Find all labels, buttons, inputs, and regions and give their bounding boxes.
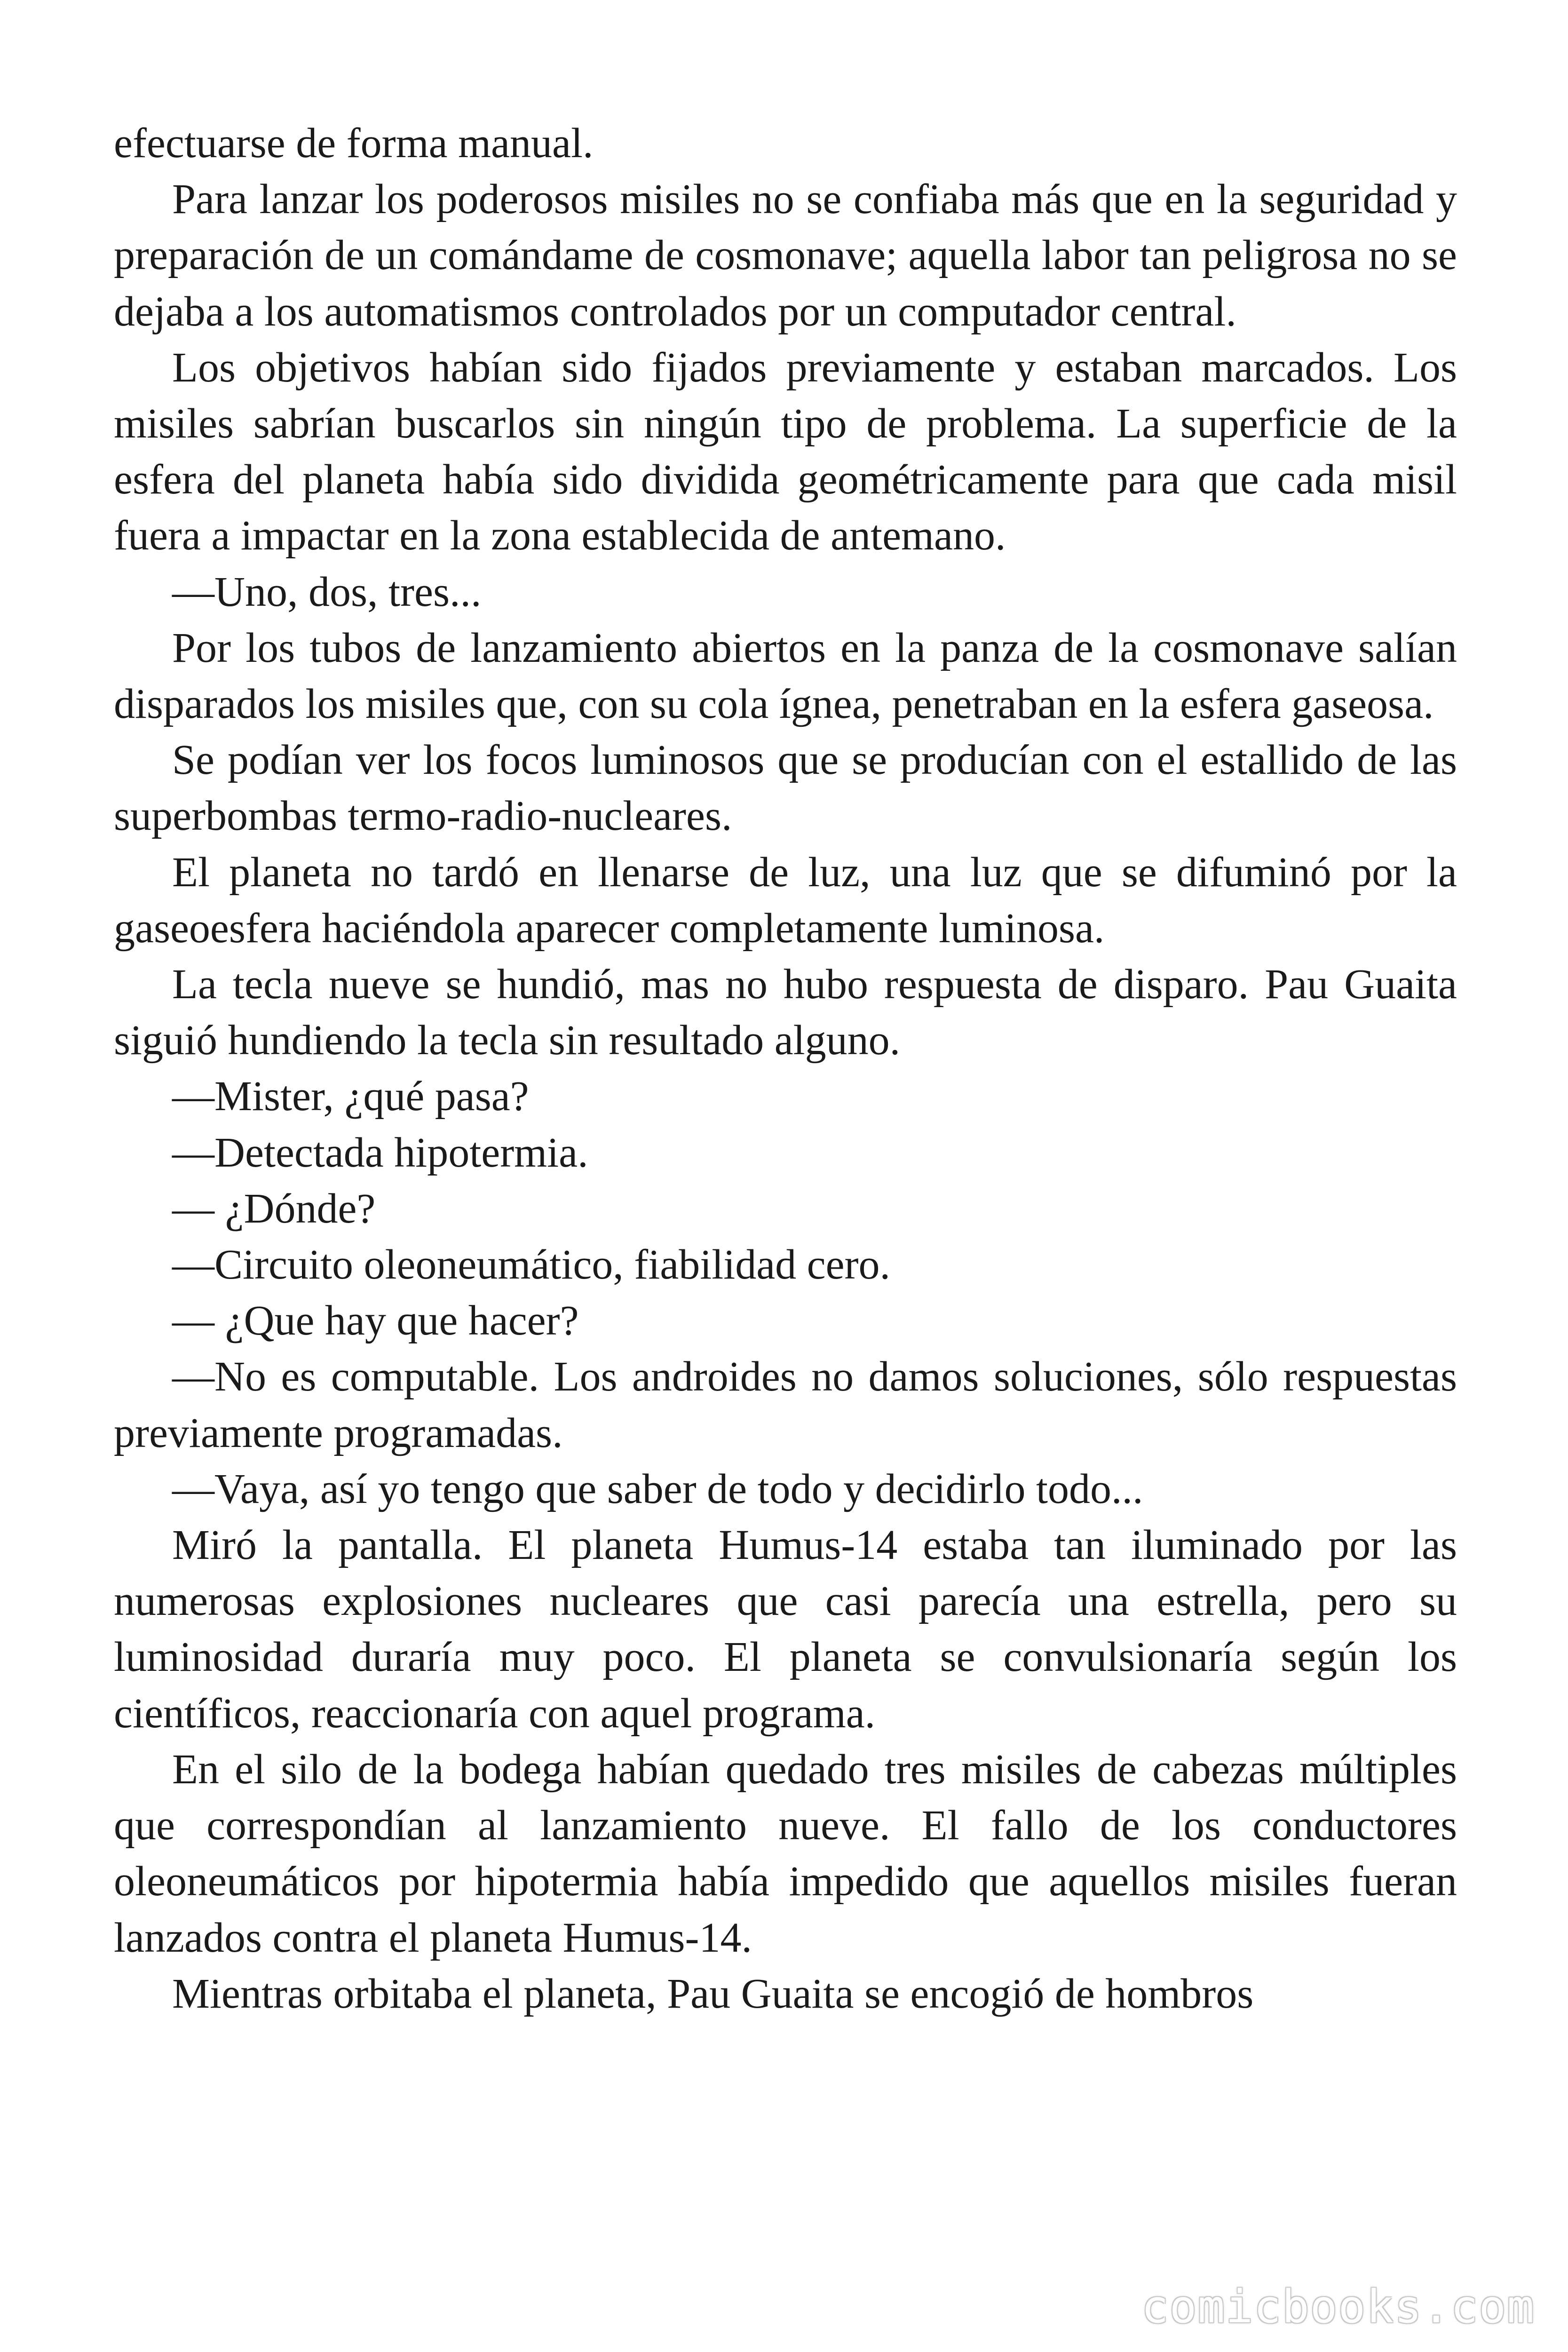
dialogue-line: —Uno, dos, tres... bbox=[172, 568, 482, 615]
dialogue-line: —Vaya, así yo tengo que saber de todo y decidirlo todo... bbox=[172, 1465, 1143, 1512]
dialogue-line: —No es computable. Los androides no damos soluciones, sólo respuestas previamente programadas. bbox=[114, 1353, 1457, 1456]
dialogue-line: —Detectada hipotermia. bbox=[172, 1129, 588, 1176]
dialogue-line: —Mister, ¿qué pasa? bbox=[172, 1073, 529, 1120]
paragraph: La tecla nueve se hundió, mas no hubo respuesta de disparo. Pau Guaita siguió hundiendo la tecla sin resultado alguno. bbox=[114, 961, 1457, 1064]
paragraph: efectuarse de forma manual. bbox=[114, 120, 594, 167]
watermark: comicbooks.com bbox=[1141, 2280, 1535, 2333]
page-body bbox=[114, 115, 1457, 2022]
dialogue-line: —Circuito oleoneumático, fiabilidad cero. bbox=[172, 1241, 891, 1288]
paragraph: Los objetivos habían sido fijados previamente y estaban marcados. Los misiles sabrían buscarlos sin ningún tipo de problema. La superficie de la esfera del planeta había sido dividida geométricamente para que cada misil fuera a impactar en la zona establecida de antemano. bbox=[114, 344, 1457, 559]
dialogue-line: — ¿Que hay que hacer? bbox=[172, 1297, 579, 1344]
dialogue-line: — ¿Dónde? bbox=[172, 1185, 376, 1232]
paragraph: Por los tubos de lanzamiento abiertos en la panza de la cosmonave salían disparados los misiles que, con su cola ígnea, penetraban en la esfera gaseosa. bbox=[114, 624, 1457, 728]
paragraph: En el silo de la bodega habían quedado tres misiles de cabezas múltiples que correspondían al lanzamiento nueve. El fallo de los conductores oleoneumáticos por hipotermia había impedido que aquellos misiles fueran lanzados contra el planeta Humus-14. bbox=[114, 1746, 1457, 1961]
paragraph: Para lanzar los poderosos misiles no se confiaba más que en la seguridad y preparación de un comándame de cosmonave; aquella labor tan peligrosa no se dejaba a los automatismos controlados por un computador central. bbox=[114, 176, 1457, 335]
paragraph: Miró la pantalla. El planeta Humus-14 estaba tan iluminado por las numerosas explosiones nucleares que casi parecía una estrella, pero su luminosidad duraría muy poco. El planeta se convulsionaría según los científicos, reaccionaría con aquel programa. bbox=[114, 1522, 1457, 1737]
paragraph: Mientras orbitaba el planeta, Pau Guaita se encogió de hombros bbox=[172, 1970, 1254, 2017]
paragraph: El planeta no tardó en llenarse de luz, una luz que se difuminó por la gaseoesfera haciéndola aparecer completamente luminosa. bbox=[114, 849, 1457, 952]
paragraph: Se podían ver los focos luminosos que se producían con el estallido de las superbombas termo-radio-nucleares. bbox=[114, 737, 1457, 840]
